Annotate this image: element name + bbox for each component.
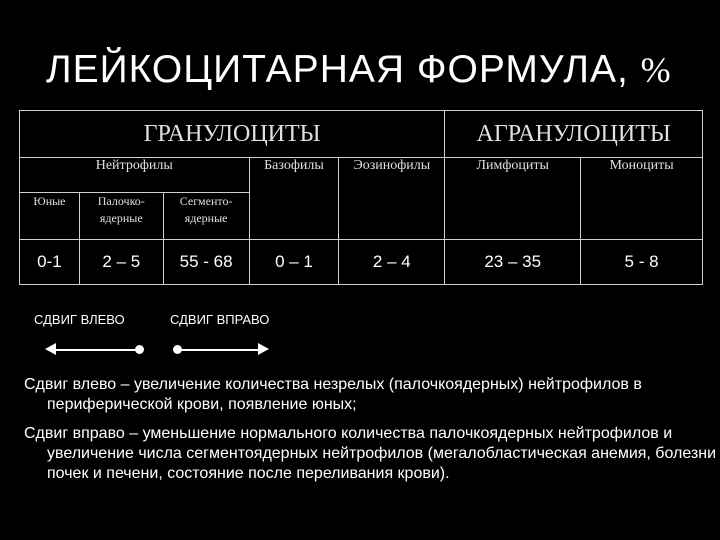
- title-percent: %: [640, 50, 672, 90]
- right-shift-definition: Сдвиг вправо – уменьшение нормального количества палочкоядерных нейтрофилов и увеличение числа сегментоядерных нейтрофилов (мегалобластическая анемия, болезни почек и печени, состояние после переливания крови).: [24, 425, 717, 482]
- right-arrow-head-icon: [258, 343, 269, 355]
- page-title: [46, 48, 672, 92]
- subtype-young: Юные: [20, 193, 80, 240]
- type-lymphocytes: Лимфоциты: [445, 158, 581, 240]
- group-header-row: [20, 111, 703, 158]
- subtype-band: Палочко-ядерные: [79, 193, 163, 240]
- value-lymphocytes: 23 – 35: [445, 240, 581, 285]
- shift-right-label: СДВИГ ВПРАВО: [170, 312, 270, 327]
- value-band: 2 – 5: [79, 240, 163, 285]
- left-shift-definition: Сдвиг влево – увеличение количества незрелых (палочкоядерных) нейтрофилов в периферической крови, появление юных;: [24, 376, 642, 413]
- title-text: ЛЕЙКОЦИТАРНАЯ ФОРМУЛА,: [46, 48, 641, 91]
- type-basophils: Базофилы: [249, 158, 339, 240]
- value-monocytes: 5 - 8: [581, 240, 703, 285]
- right-arrow-line: [177, 349, 261, 351]
- type-eosinophils: Эозинофилы: [339, 158, 445, 240]
- leukocyte-formula-table: [19, 110, 703, 285]
- value-segmented: 55 - 68: [163, 240, 249, 285]
- value-basophils: 0 – 1: [249, 240, 339, 285]
- type-neutrophils: Нейтрофилы: [20, 158, 250, 193]
- left-arrow-line: [52, 349, 140, 351]
- value-young: 0-1: [20, 240, 80, 285]
- value-eosinophils: 2 – 4: [339, 240, 445, 285]
- type-monocytes: Моноциты: [581, 158, 703, 240]
- shift-left-label: СДВИГ ВЛЕВО: [34, 312, 125, 327]
- left-arrow-dot-icon: [135, 345, 144, 354]
- values-row: [20, 240, 703, 285]
- type-header-row: [20, 158, 703, 193]
- group-agranulocytes: АГРАНУЛОЦИТЫ: [445, 111, 703, 158]
- group-granulocytes: ГРАНУЛОЦИТЫ: [20, 111, 445, 158]
- subtype-segmented: Сегменто-ядерные: [163, 193, 249, 240]
